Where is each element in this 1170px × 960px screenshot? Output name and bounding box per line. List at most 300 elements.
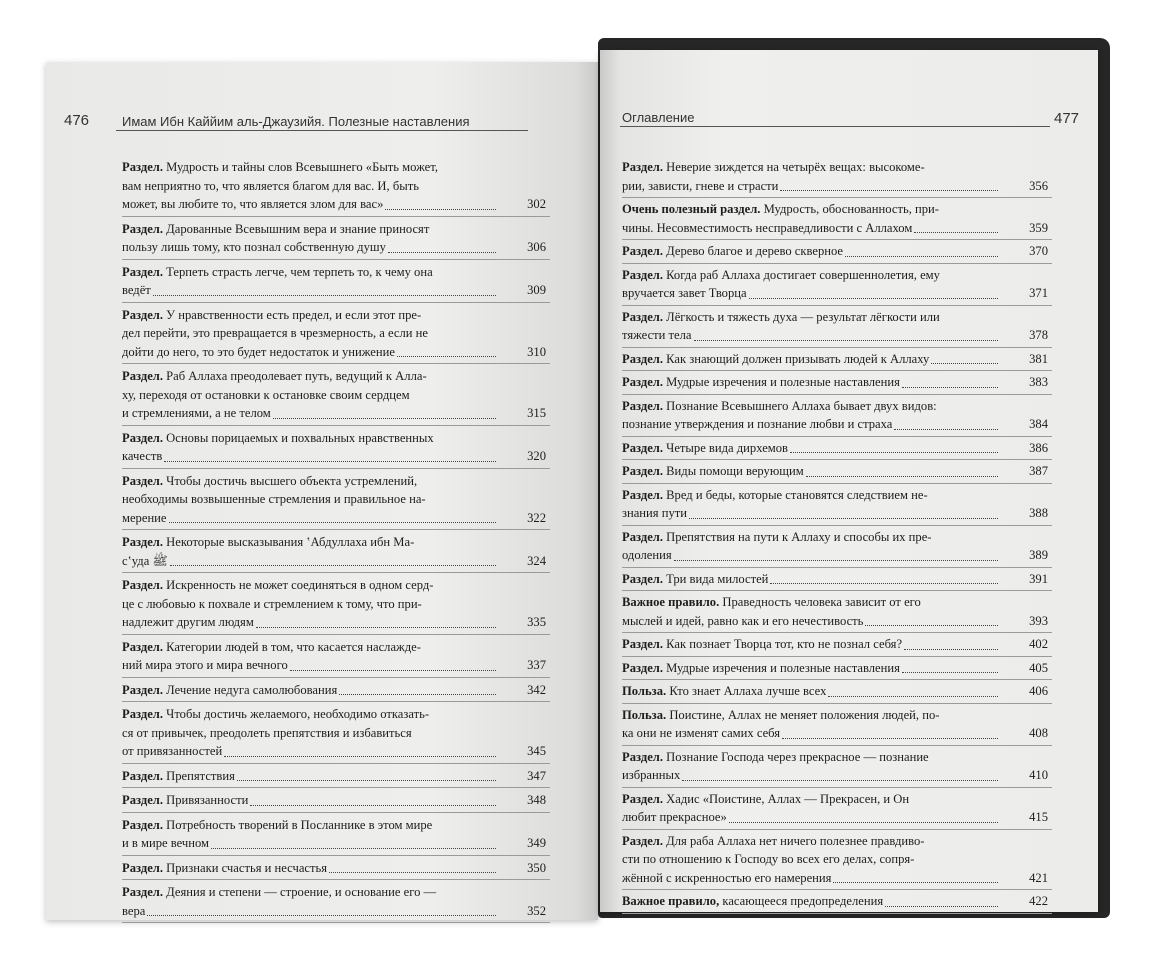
toc-entry	[122, 859, 546, 878]
toc-entry-text	[622, 415, 892, 434]
toc-entry-last-line	[622, 415, 1000, 434]
toc-entry-line-text: чины. Несовместимость несправедливости с Аллахом	[622, 220, 913, 235]
toc-entry	[622, 892, 1048, 911]
toc-entry-lead: Раздел.	[622, 375, 663, 389]
toc-entry-line	[122, 705, 498, 724]
toc-entry	[622, 682, 1048, 701]
toc-entry-line-text: и стремлениями, а не телом	[122, 406, 271, 420]
toc-entry-line-text: жённой с искренностью его намерения	[622, 870, 832, 885]
toc-entry	[622, 462, 1048, 481]
toc-leader-dots	[290, 670, 496, 671]
toc-entry-line-text: необходимы возвышенные стремления и правильное на-	[122, 492, 426, 506]
toc-leader-dots	[902, 387, 998, 388]
toc-entry-line-text: мыслей и идей, равно как и его нечестивость	[622, 613, 864, 628]
toc-entry-line-text: пользу лишь тому, кто познал собственную душу	[122, 240, 386, 254]
toc-leader-dots	[806, 476, 998, 477]
toc-leader-dots	[256, 627, 496, 628]
toc-entry-line	[622, 790, 1000, 809]
toc-entry-page-number: 422	[1029, 894, 1048, 908]
toc-leader-dots	[904, 649, 998, 650]
toc-entry-page-number: 370	[1029, 244, 1048, 258]
toc-entry-line-text: касающееся предопределения	[722, 894, 884, 908]
toc-separator	[622, 889, 1052, 890]
toc-entry-last-line	[622, 504, 1000, 523]
toc-entry-line-text: одоления	[622, 548, 672, 562]
toc-leader-dots	[770, 583, 998, 584]
toc-entry-text	[122, 707, 429, 721]
toc-entry-text	[622, 808, 727, 827]
toc-entry-last-line	[622, 462, 1000, 481]
toc-entry-line-text: Три вида милостей	[666, 571, 769, 586]
toc-entry-lead: Раздел.	[122, 264, 163, 279]
toc-entry-line	[122, 177, 498, 196]
toc-separator	[622, 370, 1052, 371]
toc-leader-dots	[164, 461, 496, 462]
toc-separator	[622, 239, 1052, 240]
toc-entry-last-line	[622, 892, 1000, 911]
right-running-head: Оглавление	[622, 110, 695, 125]
toc-entry-line-text: Привязанности	[166, 793, 249, 807]
toc-entry	[622, 486, 1048, 523]
toc-entry-line-text: Категории людей в том, что касается наслажде-	[166, 639, 421, 654]
toc-entry-lead: Раздел.	[122, 707, 163, 721]
toc-entry-text	[622, 350, 929, 369]
toc-entry	[122, 767, 546, 786]
toc-entry-lead: Важное правило.	[622, 595, 720, 609]
toc-entry-line-text: Вред и беды, которые становятся следствием не-	[666, 487, 928, 502]
toc-entry-text	[122, 742, 222, 761]
toc-entry-line	[122, 638, 498, 657]
toc-leader-dots	[169, 522, 496, 523]
toc-entry-line-text: надлежит другим людям	[122, 615, 254, 629]
toc-entry-line-text: Познание Всевышнего Аллаха бывает двух видов:	[666, 398, 937, 413]
toc-entry-last-line	[622, 612, 1000, 631]
toc-entry-page-number: 335	[527, 615, 546, 629]
toc-entry-line	[122, 576, 498, 595]
toc-leader-dots	[385, 209, 496, 210]
toc-entry	[622, 373, 1048, 392]
toc-leader-dots	[729, 822, 998, 823]
toc-entry-last-line	[122, 681, 498, 700]
toc-entry-lead: Раздел.	[622, 160, 663, 174]
toc-entry-last-line	[622, 570, 1000, 589]
toc-entry-line-text: и в мире вечном	[122, 836, 209, 850]
toc-entry-line-text: Мудрые изречения и полезные наставления	[666, 660, 900, 675]
toc-entry-lead: Польза.	[622, 684, 667, 698]
toc-entry-lead: Раздел.	[622, 464, 663, 478]
toc-entry-line-text: Препятствия	[166, 768, 235, 783]
toc-entry-line-text: дел перейти, это превращается в чрезмерность, а если не	[122, 326, 428, 340]
toc-entry	[622, 790, 1048, 827]
toc-entry-page-number: 389	[1029, 548, 1048, 562]
toc-entry-lead: Раздел.	[622, 398, 663, 413]
toc-entry-line-text: сʽуда ﷺ	[122, 553, 168, 568]
toc-entry-line	[622, 706, 1000, 725]
toc-separator	[122, 701, 550, 702]
toc-entry-lead: Раздел.	[122, 885, 163, 899]
toc-entry-text	[122, 265, 433, 279]
toc-entry-last-line	[622, 682, 1000, 701]
left-page	[46, 62, 598, 920]
toc-entry	[122, 472, 546, 528]
toc-entry-line	[622, 266, 1000, 285]
toc-leader-dots	[329, 872, 496, 873]
toc-entry-page-number: 386	[1029, 440, 1048, 455]
toc-entry-last-line	[622, 284, 1000, 303]
toc-entry-text	[622, 659, 900, 678]
toc-entry-line-text: ся от привычек, преодолеть препятствия и избавиться	[122, 725, 412, 740]
toc-separator	[622, 263, 1052, 264]
toc-entry-lead: Раздел.	[122, 430, 163, 445]
toc-leader-dots	[211, 848, 496, 849]
toc-leader-dots	[397, 356, 496, 357]
toc-entry-line	[122, 386, 498, 405]
toc-entry	[622, 748, 1048, 785]
toc-entry-lead: Раздел.	[122, 578, 163, 592]
toc-leader-dots	[894, 429, 998, 430]
toc-entry-last-line	[622, 439, 1000, 458]
toc-entry-lead: Раздел.	[122, 682, 163, 697]
toc-entry-text	[622, 852, 914, 866]
toc-entry-last-line	[622, 326, 1000, 345]
toc-leader-dots	[914, 232, 998, 233]
toc-entry-text	[622, 160, 925, 174]
toc-entry-last-line	[122, 552, 498, 571]
toc-separator	[622, 197, 1052, 198]
toc-entry	[122, 533, 546, 570]
toc-entry-line	[622, 486, 1000, 505]
toc-entry-text	[622, 488, 928, 502]
toc-entry	[122, 429, 546, 466]
toc-entry-lead: Раздел.	[622, 529, 663, 544]
toc-entry-page-number: 378	[1029, 328, 1048, 342]
toc-leader-dots	[682, 780, 998, 781]
toc-entry-lead: Раздел.	[622, 571, 663, 586]
toc-separator	[622, 703, 1052, 704]
toc-entry-text	[122, 404, 271, 423]
toc-entry-last-line	[622, 219, 1000, 238]
toc-separator	[122, 812, 550, 813]
toc-entry-lead: Польза.	[622, 707, 667, 722]
toc-entry-page-number: 415	[1029, 810, 1048, 824]
toc-entry-page-number: 393	[1029, 613, 1048, 628]
toc-entry-page-number: 388	[1029, 506, 1048, 520]
toc-entry-page-number: 347	[527, 768, 546, 783]
toc-entry-text	[622, 869, 831, 888]
toc-entry-last-line	[122, 404, 498, 423]
toc-entry-page-number: 350	[527, 860, 546, 875]
toc-entry-page-number: 359	[1029, 220, 1048, 235]
toc-entry-lead: Раздел.	[622, 637, 663, 651]
toc-entry	[622, 706, 1048, 743]
toc-separator	[622, 305, 1052, 306]
toc-entry-lead: Раздел.	[622, 440, 663, 455]
toc-entry-line-text: вручается завет Творца	[622, 286, 747, 300]
toc-entry-lead: Раздел.	[122, 221, 163, 236]
toc-entry	[622, 593, 1048, 630]
toc-separator	[622, 913, 1052, 914]
toc-entry-line-text: Чтобы достичь высшего объекта устремлений,	[166, 473, 418, 488]
toc-entry-line-text: Кто знает Аллаха лучше всех	[669, 684, 827, 698]
toc-entry-page-number: 371	[1029, 286, 1048, 300]
toc-entry-lead: Раздел.	[122, 860, 163, 875]
toc-leader-dots	[780, 190, 998, 191]
toc-entry-last-line	[622, 635, 1000, 654]
toc-leader-dots	[885, 906, 998, 907]
toc-leader-dots	[782, 738, 998, 739]
toc-entry-page-number: 406	[1029, 684, 1048, 698]
toc-leader-dots	[931, 363, 998, 364]
toc-entry-line-text: Когда раб Аллаха достигает совершеннолетия, ему	[666, 267, 940, 282]
toc-separator	[622, 829, 1052, 830]
toc-entry-last-line	[622, 373, 1000, 392]
toc-entry-text	[122, 767, 235, 786]
toc-entry-line-text: ний мира этого и мира вечного	[122, 658, 288, 672]
toc-entry	[122, 367, 546, 423]
toc-separator	[622, 679, 1052, 680]
toc-separator	[622, 483, 1052, 484]
toc-entry-last-line	[122, 195, 498, 214]
toc-entry	[122, 681, 546, 700]
toc-entry	[622, 635, 1048, 654]
toc-entry-line	[122, 816, 498, 835]
toc-entry	[122, 220, 546, 257]
toc-entry	[622, 266, 1048, 303]
toc-entry-page-number: 348	[527, 793, 546, 807]
toc-entry-last-line	[122, 343, 498, 362]
toc-entry-text	[622, 612, 863, 631]
toc-entry-last-line	[122, 238, 498, 257]
toc-leader-dots	[833, 882, 998, 883]
toc-entry-line-text: вера	[122, 903, 146, 918]
toc-entry-line-text: знания пути	[622, 506, 688, 520]
toc-entry-last-line	[622, 659, 1000, 678]
toc-entry-page-number: 345	[527, 744, 546, 758]
toc-entry-last-line	[122, 902, 498, 921]
toc-entry-text	[622, 399, 937, 413]
toc-entry-line-text: Четыре вида дирхемов	[666, 440, 788, 455]
toc-entry-line-text: Чтобы достичь желаемого, необходимо отказать-	[166, 707, 430, 721]
toc-entry-page-number: 391	[1029, 571, 1048, 586]
toc-entry-page-number: 383	[1029, 375, 1048, 389]
toc-entry-line-text: Потребность творений в Посланнике в этом мире	[166, 817, 433, 832]
toc-entry-text	[622, 504, 687, 523]
toc-separator	[122, 677, 550, 678]
toc-entry-text	[122, 726, 412, 740]
toc-entry-lead: Раздел.	[122, 768, 163, 783]
toc-entry-text	[622, 724, 780, 743]
toc-entry-text	[622, 219, 912, 238]
toc-entry-text	[122, 447, 162, 466]
right-header-rule	[620, 126, 1050, 127]
toc-leader-dots	[170, 565, 496, 566]
toc-entry-page-number: 381	[1029, 351, 1048, 366]
left-running-head: Имам Ибн Каййим аль-Джаузийя. Полезные наставления	[122, 114, 470, 129]
toc-entry-line-text: ведёт	[122, 283, 151, 297]
toc-entry-line-text: це с любовью к похвале и стремлением к тому, что при-	[122, 596, 422, 611]
toc-entry-text	[122, 343, 395, 362]
toc-separator	[122, 529, 550, 530]
left-page-number: 476	[64, 112, 90, 129]
toc-entry-text	[622, 373, 900, 392]
toc-entry-line	[122, 883, 498, 902]
toc-entry-line	[122, 472, 498, 491]
toc-entry-page-number: 421	[1029, 870, 1048, 885]
toc-entry-lead: Раздел.	[122, 793, 163, 807]
toc-entry-line-text: Лёгкость и тяжесть духа — результат лёгкости или	[666, 309, 940, 324]
toc-entry-line-text: Мудрые изречения и полезные наставления	[666, 375, 900, 389]
toc-entry-page-number: 405	[1029, 660, 1048, 675]
toc-entry-line-text: Как знающий должен призывать людей к Аллаху	[666, 351, 930, 366]
toc-entry-page-number: 310	[527, 344, 546, 359]
toc-entry-page-number: 309	[527, 283, 546, 297]
toc-leader-dots	[250, 805, 496, 806]
toc-entry-text	[122, 902, 145, 921]
toc-leader-dots	[388, 252, 496, 253]
toc-entry	[622, 158, 1048, 195]
toc-entry-line-text: познание утверждения и познание любви и страха	[622, 417, 893, 431]
toc-entry-line	[122, 367, 498, 386]
toc-entry	[622, 350, 1048, 369]
toc-leader-dots	[674, 560, 998, 561]
toc-entry	[122, 158, 546, 214]
toc-separator	[122, 787, 550, 788]
toc-leader-dots	[224, 756, 496, 757]
toc-entry-text	[622, 750, 929, 764]
toc-leader-dots	[865, 625, 998, 626]
toc-entry-line	[122, 263, 498, 282]
toc-separator	[122, 425, 550, 426]
toc-entry-line	[622, 397, 1000, 416]
toc-entry-lead: Раздел.	[122, 160, 163, 174]
toc-entry-line-text: Дерево благое и дерево скверное	[666, 244, 844, 258]
toc-entry	[622, 570, 1048, 589]
toc-entry-line-text: Некоторые высказывания ʽАбдуллаха ибн Ма-	[166, 535, 415, 549]
toc-entry-lead: Раздел.	[122, 817, 163, 832]
toc-entry-line-text: Лечение недуга самолюбования	[166, 682, 338, 697]
toc-entry	[622, 242, 1048, 261]
toc-entry-text	[122, 431, 434, 445]
toc-entry-line-text: Мудрость, обоснованность, при-	[763, 202, 939, 216]
toc-entry-line	[622, 308, 1000, 327]
toc-entry-text	[122, 160, 438, 174]
right-page-number: 477	[1054, 110, 1080, 127]
toc-entry-text	[622, 570, 768, 589]
toc-entry-text	[622, 792, 909, 806]
toc-entry-text	[122, 552, 168, 571]
toc-entry-lead: Раздел.	[622, 351, 663, 366]
toc-entry-text	[122, 578, 433, 592]
toc-entry	[622, 397, 1048, 434]
toc-entry	[122, 816, 546, 853]
toc-leader-dots	[902, 672, 998, 673]
toc-separator	[622, 436, 1052, 437]
toc-entry	[622, 528, 1048, 565]
toc-entry-text	[622, 284, 747, 303]
toc-entry-lead: Раздел.	[622, 791, 663, 806]
left-header-rule	[116, 130, 528, 131]
toc-entry	[122, 705, 546, 761]
toc-entry-text	[622, 834, 925, 848]
toc-entry-text	[122, 597, 422, 611]
toc-entry-line	[622, 593, 1000, 612]
toc-separator	[622, 394, 1052, 395]
toc-separator	[122, 572, 550, 573]
toc-entry-last-line	[622, 177, 1000, 196]
toc-entry-line-text: Искренность не может соединяться в одном серд-	[166, 578, 434, 592]
toc-entry-line	[622, 200, 1000, 219]
toc-entry-line-text: Деяния и степени — строение, и основание его —	[166, 885, 437, 899]
toc-entry-text	[622, 635, 902, 654]
toc-entry-text	[122, 369, 427, 383]
toc-entry-text	[122, 818, 432, 832]
toc-entry-page-number: 322	[527, 510, 546, 525]
toc-entry-line-text: от привязанностей	[122, 744, 223, 758]
toc-entry-line-text: Препятствия на пути к Аллаху и способы их пре-	[666, 529, 932, 544]
toc-entry-lead: Раздел.	[622, 487, 663, 502]
toc-entry-text	[622, 682, 826, 701]
toc-entry-page-number: 356	[1029, 178, 1048, 193]
toc-entry-last-line	[122, 859, 498, 878]
toc-entry-last-line	[122, 742, 498, 761]
toc-leader-dots	[689, 518, 998, 519]
toc-leader-dots	[153, 295, 496, 296]
toc-entry-last-line	[622, 242, 1000, 261]
toc-entry-line	[122, 724, 498, 743]
toc-entry-line-text: Виды помощи верующим	[666, 464, 804, 478]
toc-entry-line-text: Праведность человека зависит от его	[722, 595, 921, 609]
toc-entry-lead: Очень полезный раздел.	[622, 202, 761, 216]
toc-entry-last-line	[122, 613, 498, 632]
toc-entry-line	[122, 158, 498, 177]
toc-separator	[122, 763, 550, 764]
toc-entry-line-text: Основы порицаемых и похвальных нравственных	[166, 430, 434, 445]
toc-entry-text	[122, 308, 421, 322]
toc-entry-lead: Раздел.	[622, 660, 663, 675]
toc-entry-line-text: Дарованные Всевышним вера и знание приносят	[166, 221, 430, 236]
toc-entry-last-line	[122, 656, 498, 675]
toc-entry-text	[122, 388, 410, 402]
toc-entry-lead: Раздел.	[622, 244, 663, 258]
toc-entry-text	[122, 885, 436, 899]
toc-entry-line-text: качеств	[122, 449, 163, 463]
right-page	[600, 50, 1098, 912]
toc-separator	[122, 922, 550, 923]
toc-entry-text	[122, 640, 421, 654]
toc-entry-line	[122, 429, 498, 448]
toc-entry-lead: Раздел.	[622, 309, 663, 324]
toc-entry-text	[622, 462, 804, 481]
toc-entry-page-number: 306	[527, 240, 546, 254]
toc-entry-line-text: тяжести тела	[622, 328, 692, 342]
toc-entry-line-text: ка они не изменят самих себя	[622, 726, 781, 740]
toc-entry-line-text: Признаки счастья и несчастья	[166, 860, 328, 875]
toc-separator	[122, 302, 550, 303]
toc-entry-page-number: 352	[527, 903, 546, 918]
toc-entry-line-text: может, вы любите то, что является злом для вас»	[122, 197, 384, 211]
toc-entry	[622, 659, 1048, 678]
toc-entry-last-line	[622, 808, 1000, 827]
toc-entry-last-line	[122, 447, 498, 466]
toc-entry-line	[622, 748, 1000, 767]
toc-entry	[122, 791, 546, 810]
toc-entry-lead: Раздел.	[122, 473, 163, 488]
toc-separator	[622, 567, 1052, 568]
toc-entry-line-text: Познание Господа через прекрасное — познание	[666, 749, 929, 764]
toc-leader-dots	[790, 452, 998, 453]
toc-entry-lead: Раздел.	[122, 639, 163, 654]
toc-entry-page-number: 408	[1029, 726, 1048, 740]
